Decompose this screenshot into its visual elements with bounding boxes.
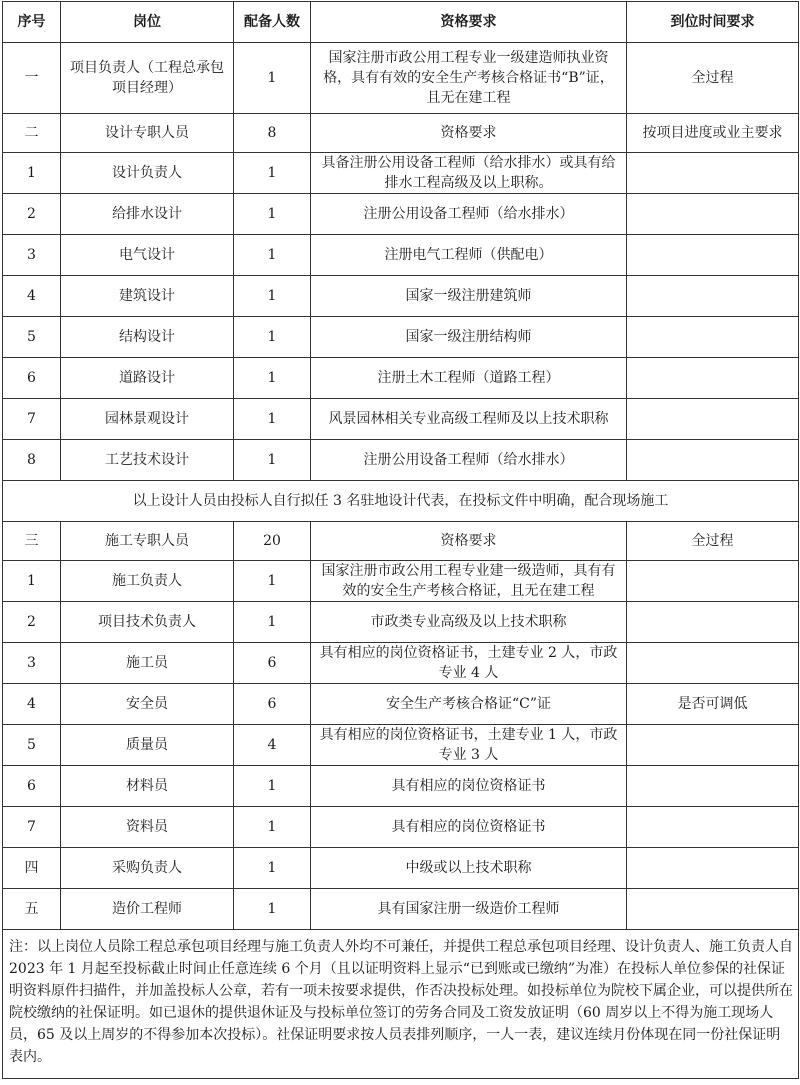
cell-requirement: 资格要求 (311, 522, 627, 561)
cell-requirement: 市政类专业高级及以上技术职称 (311, 602, 627, 643)
cell-count: 8 (234, 114, 311, 153)
cell-post: 质量员 (61, 725, 234, 766)
cell-requirement: 注册公用设备工程师（给水排水） (311, 440, 627, 481)
table-row (3, 440, 799, 481)
cell-count: 1 (234, 235, 311, 276)
cell-count: 20 (234, 522, 311, 561)
cell-time: 全过程 (627, 43, 799, 114)
cell-post: 给排水设计 (61, 194, 234, 235)
table-row (3, 194, 799, 235)
cell-count: 1 (234, 561, 311, 602)
cell-time: 是否可调低 (627, 684, 799, 725)
table-row (3, 684, 799, 725)
cell-time (627, 235, 799, 276)
cell-requirement: 注册土木工程师（道路工程） (311, 358, 627, 399)
table-row (3, 43, 799, 114)
header-count: 配备人数 (234, 2, 311, 43)
cell-no: 三 (3, 522, 61, 561)
table-row (3, 848, 799, 889)
cell-no: 五 (3, 889, 61, 930)
cell-time: 全过程 (627, 522, 799, 561)
cell-time (627, 602, 799, 643)
cell-no: 2 (3, 194, 61, 235)
design-rep-note: 以上设计人员由投标人自行拟任 3 名驻地设计代表，在投标文件中明确，配合现场施工 (3, 481, 799, 522)
cell-post: 材料员 (61, 766, 234, 807)
cell-no: 3 (3, 643, 61, 684)
staffing-table (2, 1, 799, 1079)
cell-requirement: 具备注册公用设备工程师（给水排水）或具有给排水工程高级及以上职称。 (311, 153, 627, 194)
cell-time (627, 317, 799, 358)
cell-time (627, 807, 799, 848)
cell-time: 按项目进度或业主要求 (627, 114, 799, 153)
table-row (3, 766, 799, 807)
header-arrival-time: 到位时间要求 (627, 2, 799, 43)
cell-no: 4 (3, 276, 61, 317)
cell-count: 1 (234, 399, 311, 440)
cell-no: 6 (3, 766, 61, 807)
table-row (3, 399, 799, 440)
cell-no: 7 (3, 807, 61, 848)
cell-post: 资料员 (61, 807, 234, 848)
cell-post: 设计专职人员 (61, 114, 234, 153)
footnote-row (3, 930, 799, 1079)
cell-no: 3 (3, 235, 61, 276)
cell-no: 2 (3, 602, 61, 643)
cell-count: 1 (234, 276, 311, 317)
header-requirement: 资格要求 (311, 2, 627, 43)
cell-requirement: 国家一级注册建筑师 (311, 276, 627, 317)
cell-requirement: 具有相应的岗位资格证书，土建专业 1 人，市政专业 3 人 (311, 725, 627, 766)
header-no: 序号 (3, 2, 61, 43)
cell-no: 1 (3, 561, 61, 602)
cell-time (627, 153, 799, 194)
cell-requirement: 具有相应的岗位资格证书，土建专业 2 人，市政专业 4 人 (311, 643, 627, 684)
cell-count: 1 (234, 358, 311, 399)
cell-post: 安全员 (61, 684, 234, 725)
table-row (3, 561, 799, 602)
footnote: 注：以上岗位人员除工程总承包项目经理与施工负责人外均不可兼任，并提供工程总承包项目经理、设计负责人、施工负责人自 2023 年 1 月起至投标截止时间止任意连续 6 个月（且以证明资料上显示“已到账或已缴纳”为准）在投标人单位参保的社保证明资料原件扫描件，并加盖投标人公章，若有一项未按要求提供，作否决投标处理。如投标单位为院校下属企业，可以提供所在院校缴纳的社保证明。如已退休的提供退休证及与投标单位签订的劳务合同及工资发放证明（60 周岁以上不得为施工现场人员，65 及以上周岁的不得参加本次投标）。社保证明要求按人员表排列顺序，一人一表，建议连续月份体现在同一份社保证明表内。 (3, 930, 799, 1079)
cell-no: 四 (3, 848, 61, 889)
cell-post: 项目技术负责人 (61, 602, 234, 643)
cell-count: 1 (234, 889, 311, 930)
cell-count: 1 (234, 602, 311, 643)
cell-requirement: 国家注册市政公用工程专业建一级造师，具有有效的安全生产考核合格证，且无在建工程 (311, 561, 627, 602)
cell-post: 施工负责人 (61, 561, 234, 602)
table-row (3, 153, 799, 194)
cell-requirement: 具有相应的岗位资格证书 (311, 766, 627, 807)
table-row (3, 889, 799, 930)
cell-time (627, 643, 799, 684)
table-row (3, 358, 799, 399)
cell-post: 道路设计 (61, 358, 234, 399)
cell-post: 建筑设计 (61, 276, 234, 317)
cell-requirement: 安全生产考核合格证“C”证 (311, 684, 627, 725)
cell-no: 二 (3, 114, 61, 153)
cell-requirement: 国家注册市政公用工程专业一级建造师执业资格，具有有效的安全生产考核合格证书“B”证，且无在建工程 (311, 43, 627, 114)
cell-no: 7 (3, 399, 61, 440)
cell-requirement: 资格要求 (311, 114, 627, 153)
cell-requirement: 国家一级注册结构师 (311, 317, 627, 358)
cell-no: 一 (3, 43, 61, 114)
cell-requirement: 具有相应的岗位资格证书 (311, 807, 627, 848)
header-row (3, 2, 799, 43)
cell-count: 1 (234, 194, 311, 235)
header-post: 岗位 (61, 2, 234, 43)
table-row (3, 235, 799, 276)
cell-post: 园林景观设计 (61, 399, 234, 440)
cell-count: 6 (234, 643, 311, 684)
cell-time (627, 194, 799, 235)
cell-no: 8 (3, 440, 61, 481)
cell-count: 1 (234, 43, 311, 114)
table-row (3, 602, 799, 643)
cell-time (627, 889, 799, 930)
cell-count: 1 (234, 766, 311, 807)
cell-requirement: 注册公用设备工程师（给水排水） (311, 194, 627, 235)
cell-time (627, 358, 799, 399)
cell-post: 施工专职人员 (61, 522, 234, 561)
table-row (3, 522, 799, 561)
cell-requirement: 中级或以上技术职称 (311, 848, 627, 889)
cell-post: 造价工程师 (61, 889, 234, 930)
cell-time (627, 725, 799, 766)
cell-time (627, 848, 799, 889)
table-row (3, 725, 799, 766)
span-note-row (3, 481, 799, 522)
cell-count: 4 (234, 725, 311, 766)
cell-post: 结构设计 (61, 317, 234, 358)
cell-no: 5 (3, 725, 61, 766)
cell-count: 1 (234, 440, 311, 481)
cell-count: 6 (234, 684, 311, 725)
cell-post: 工艺技术设计 (61, 440, 234, 481)
cell-count: 1 (234, 848, 311, 889)
cell-no: 4 (3, 684, 61, 725)
table-row (3, 276, 799, 317)
cell-time (627, 766, 799, 807)
table-row (3, 807, 799, 848)
cell-count: 1 (234, 807, 311, 848)
cell-count: 1 (234, 153, 311, 194)
cell-no: 1 (3, 153, 61, 194)
cell-requirement: 具有国家注册一级造价工程师 (311, 889, 627, 930)
cell-time (627, 440, 799, 481)
cell-time (627, 276, 799, 317)
cell-post: 采购负责人 (61, 848, 234, 889)
cell-post: 施工员 (61, 643, 234, 684)
cell-no: 6 (3, 358, 61, 399)
cell-post: 项目负责人（工程总承包项目经理） (61, 43, 234, 114)
table-row (3, 114, 799, 153)
cell-time (627, 399, 799, 440)
cell-requirement: 注册电气工程师（供配电） (311, 235, 627, 276)
cell-requirement: 风景园林相关专业高级工程师及以上技术职称 (311, 399, 627, 440)
cell-no: 5 (3, 317, 61, 358)
table-row (3, 317, 799, 358)
cell-count: 1 (234, 317, 311, 358)
table-row (3, 643, 799, 684)
cell-post: 设计负责人 (61, 153, 234, 194)
cell-time (627, 561, 799, 602)
cell-post: 电气设计 (61, 235, 234, 276)
